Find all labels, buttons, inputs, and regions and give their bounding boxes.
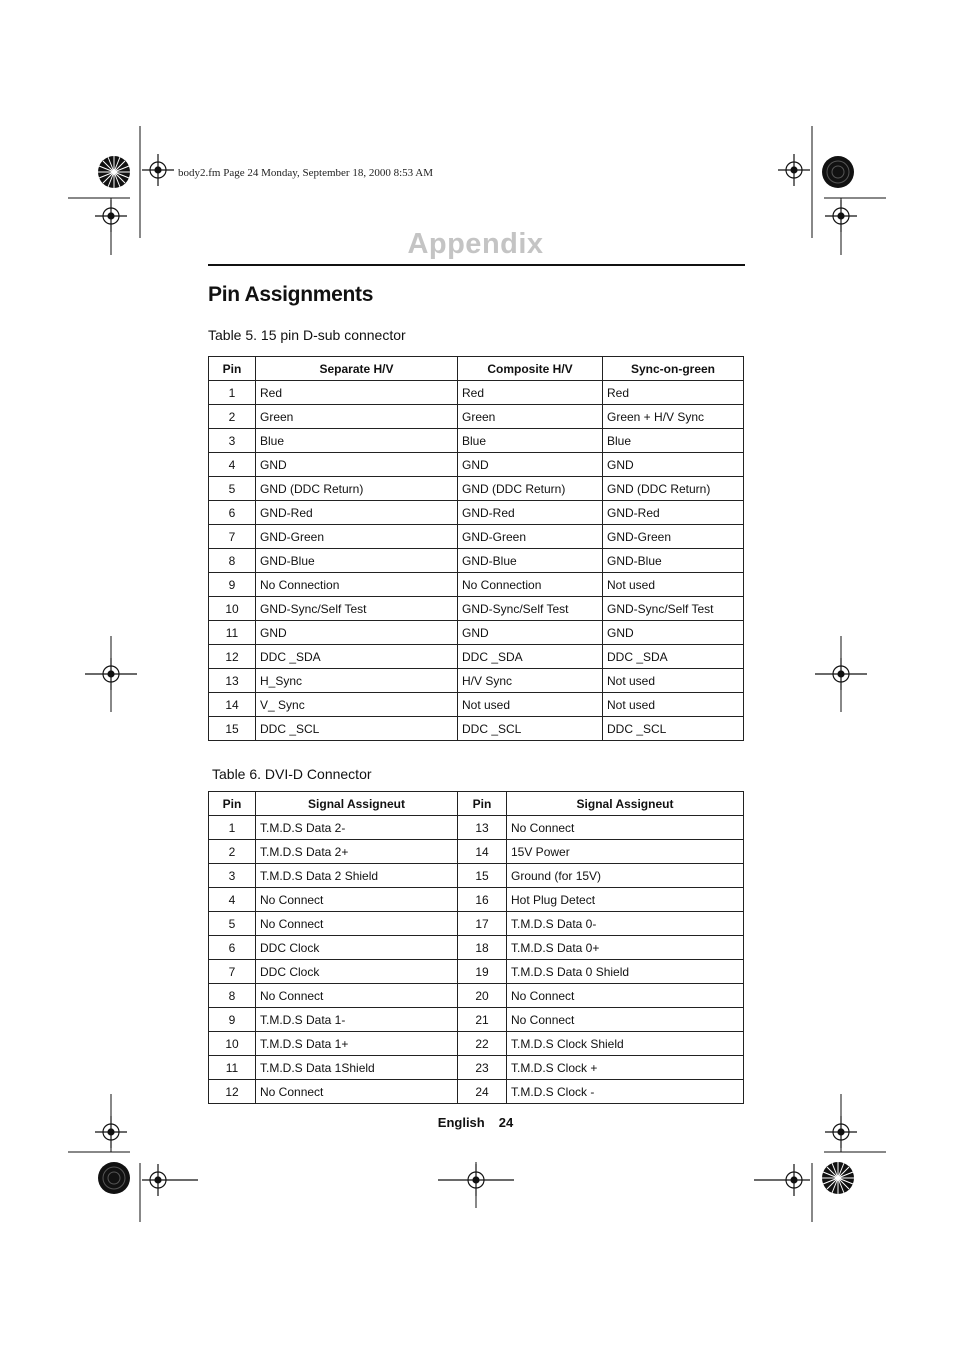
table-row — [209, 912, 744, 936]
table-cell: DDC _SDA — [458, 645, 603, 669]
table-cell: 17 — [458, 912, 507, 936]
table-row — [209, 669, 744, 693]
table-cell: 21 — [458, 1008, 507, 1032]
table-cell: 12 — [209, 645, 256, 669]
table-cell: Green — [458, 405, 603, 429]
table-row — [209, 840, 744, 864]
table-cell: GND — [256, 453, 458, 477]
table-cell: GND-Green — [458, 525, 603, 549]
table-cell: 16 — [458, 888, 507, 912]
table-cell: 8 — [209, 984, 256, 1008]
table-cell: No Connect — [256, 912, 458, 936]
table-cell: GND — [458, 621, 603, 645]
table-cell: Blue — [603, 429, 744, 453]
section-heading: Appendix — [407, 228, 544, 260]
table-row — [209, 525, 744, 549]
table-cell: Green + H/V Sync — [603, 405, 744, 429]
column-header: Composite H/V — [458, 357, 603, 381]
column-header: Pin — [209, 357, 256, 381]
table-cell: 10 — [209, 1032, 256, 1056]
footer-language: English — [437, 1115, 485, 1130]
table-row — [209, 984, 744, 1008]
dsub-pin-table — [208, 356, 744, 741]
table-cell: Not used — [603, 573, 744, 597]
table-row — [209, 960, 744, 984]
table-cell: Red — [256, 381, 458, 405]
heading-rule — [208, 264, 745, 266]
table-cell: 5 — [209, 912, 256, 936]
table-cell: 13 — [209, 669, 256, 693]
table-cell: H_Sync — [256, 669, 458, 693]
table-row — [209, 549, 744, 573]
table-row — [209, 816, 744, 840]
table-cell: T.M.D.S Clock Shield — [507, 1032, 744, 1056]
table-cell: Red — [458, 381, 603, 405]
table-row — [209, 717, 744, 741]
table-cell: DDC _SDA — [256, 645, 458, 669]
table-row — [209, 453, 744, 477]
table-cell: GND-Sync/Self Test — [256, 597, 458, 621]
table-cell: 14 — [209, 693, 256, 717]
table-cell: GND-Red — [256, 501, 458, 525]
table-cell: GND-Red — [603, 501, 744, 525]
table-cell: Not used — [458, 693, 603, 717]
table-cell: Not used — [603, 693, 744, 717]
table-cell: No Connection — [256, 573, 458, 597]
table-cell: T.M.D.S Data 1- — [256, 1008, 458, 1032]
table-row — [209, 1032, 744, 1056]
table-row — [209, 936, 744, 960]
table-cell: 6 — [209, 501, 256, 525]
table-cell: GND (DDC Return) — [256, 477, 458, 501]
print-header: body2.fm Page 24 Monday, September 18, 2000 8:53 AM — [178, 167, 434, 179]
table-cell: T.M.D.S Data 0+ — [507, 936, 744, 960]
table-row — [209, 429, 744, 453]
table-cell: T.M.D.S Data 2 Shield — [256, 864, 458, 888]
table-cell: Blue — [256, 429, 458, 453]
table-cell: Ground (for 15V) — [507, 864, 744, 888]
table-row — [209, 864, 744, 888]
table-cell: DDC _SCL — [256, 717, 458, 741]
table-cell: GND-Sync/Self Test — [458, 597, 603, 621]
table-cell: T.M.D.S Clock - — [507, 1080, 744, 1104]
table-cell: 23 — [458, 1056, 507, 1080]
table-cell: No Connect — [256, 984, 458, 1008]
table-cell: 9 — [209, 573, 256, 597]
table-cell: GND-Green — [603, 525, 744, 549]
table-cell: GND-Red — [458, 501, 603, 525]
table-cell: No Connect — [256, 888, 458, 912]
table-cell: T.M.D.S Data 2+ — [256, 840, 458, 864]
table-cell: GND-Green — [256, 525, 458, 549]
page-title: Pin Assignments — [208, 283, 374, 306]
table-cell: 4 — [209, 888, 256, 912]
table-cell: Red — [603, 381, 744, 405]
table-cell: No Connection — [458, 573, 603, 597]
table-cell: T.M.D.S Data 1Shield — [256, 1056, 458, 1080]
table-cell: 13 — [458, 816, 507, 840]
table-cell: 18 — [458, 936, 507, 960]
column-header: Sync-on-green — [603, 357, 744, 381]
table-row — [209, 888, 744, 912]
table-row — [209, 1056, 744, 1080]
table-cell: T.M.D.S Data 1+ — [256, 1032, 458, 1056]
table-row — [209, 621, 744, 645]
table-cell: GND-Blue — [603, 549, 744, 573]
table5-caption: Table 5. 15 pin D-sub connector — [208, 327, 406, 343]
table-cell: 20 — [458, 984, 507, 1008]
table-row — [209, 693, 744, 717]
table-cell: 15 — [458, 864, 507, 888]
table-cell: 14 — [458, 840, 507, 864]
column-header: Pin — [209, 792, 256, 816]
table-cell: 1 — [209, 816, 256, 840]
column-header: Pin — [458, 792, 507, 816]
table-cell: Hot Plug Detect — [507, 888, 744, 912]
table-cell: DDC Clock — [256, 936, 458, 960]
table6-caption: Table 6. DVI-D Connector — [212, 766, 372, 782]
page-number: 24 — [498, 1115, 514, 1130]
table-row — [209, 477, 744, 501]
table-cell: 5 — [209, 477, 256, 501]
table-cell: Blue — [458, 429, 603, 453]
table-cell: T.M.D.S Clock + — [507, 1056, 744, 1080]
table-cell: 11 — [209, 621, 256, 645]
table-cell: DDC Clock — [256, 960, 458, 984]
table-row — [209, 381, 744, 405]
table-cell: 10 — [209, 597, 256, 621]
table-cell: No Connect — [507, 816, 744, 840]
table-cell: 15 — [209, 717, 256, 741]
page-footer — [208, 1115, 743, 1130]
table-cell: 15V Power — [507, 840, 744, 864]
table-row — [209, 573, 744, 597]
table-cell: DDC _SCL — [603, 717, 744, 741]
table-cell: 11 — [209, 1056, 256, 1080]
table-row — [209, 405, 744, 429]
table-cell: 9 — [209, 1008, 256, 1032]
table-header-row — [209, 792, 744, 816]
table-cell: H/V Sync — [458, 669, 603, 693]
table-cell: T.M.D.S Data 2- — [256, 816, 458, 840]
table-cell: GND — [256, 621, 458, 645]
table-cell: 8 — [209, 549, 256, 573]
table-cell: 19 — [458, 960, 507, 984]
table-cell: V_ Sync — [256, 693, 458, 717]
table-cell: GND — [458, 453, 603, 477]
table-cell: Not used — [603, 669, 744, 693]
table-cell: 3 — [209, 864, 256, 888]
table-cell: 2 — [209, 840, 256, 864]
column-header: Signal Assigneut — [507, 792, 744, 816]
table-cell: No Connect — [507, 984, 744, 1008]
table-cell: T.M.D.S Data 0 Shield — [507, 960, 744, 984]
table-cell: No Connect — [507, 1008, 744, 1032]
dvi-pin-table — [208, 791, 744, 1104]
table-cell: GND-Blue — [256, 549, 458, 573]
table-row — [209, 645, 744, 669]
table-cell: 7 — [209, 960, 256, 984]
column-header: Separate H/V — [256, 357, 458, 381]
table-cell: 24 — [458, 1080, 507, 1104]
table-row — [209, 501, 744, 525]
table-row — [209, 1008, 744, 1032]
table-row — [209, 597, 744, 621]
table-cell: DDC _SCL — [458, 717, 603, 741]
table-row — [209, 1080, 744, 1104]
table-cell: 4 — [209, 453, 256, 477]
table-cell: 2 — [209, 405, 256, 429]
table-cell: GND (DDC Return) — [458, 477, 603, 501]
table-header-row — [209, 357, 744, 381]
table-cell: GND (DDC Return) — [603, 477, 744, 501]
table-cell: 22 — [458, 1032, 507, 1056]
table-cell: GND-Blue — [458, 549, 603, 573]
table-cell: T.M.D.S Data 0- — [507, 912, 744, 936]
table-cell: 7 — [209, 525, 256, 549]
table-cell: GND — [603, 621, 744, 645]
table-cell: GND-Sync/Self Test — [603, 597, 744, 621]
table-cell: Green — [256, 405, 458, 429]
table-cell: 3 — [209, 429, 256, 453]
table-cell: No Connect — [256, 1080, 458, 1104]
table-cell: GND — [603, 453, 744, 477]
column-header: Signal Assigneut — [256, 792, 458, 816]
table-cell: 12 — [209, 1080, 256, 1104]
table-cell: 1 — [209, 381, 256, 405]
table-cell: DDC _SDA — [603, 645, 744, 669]
table-cell: 6 — [209, 936, 256, 960]
